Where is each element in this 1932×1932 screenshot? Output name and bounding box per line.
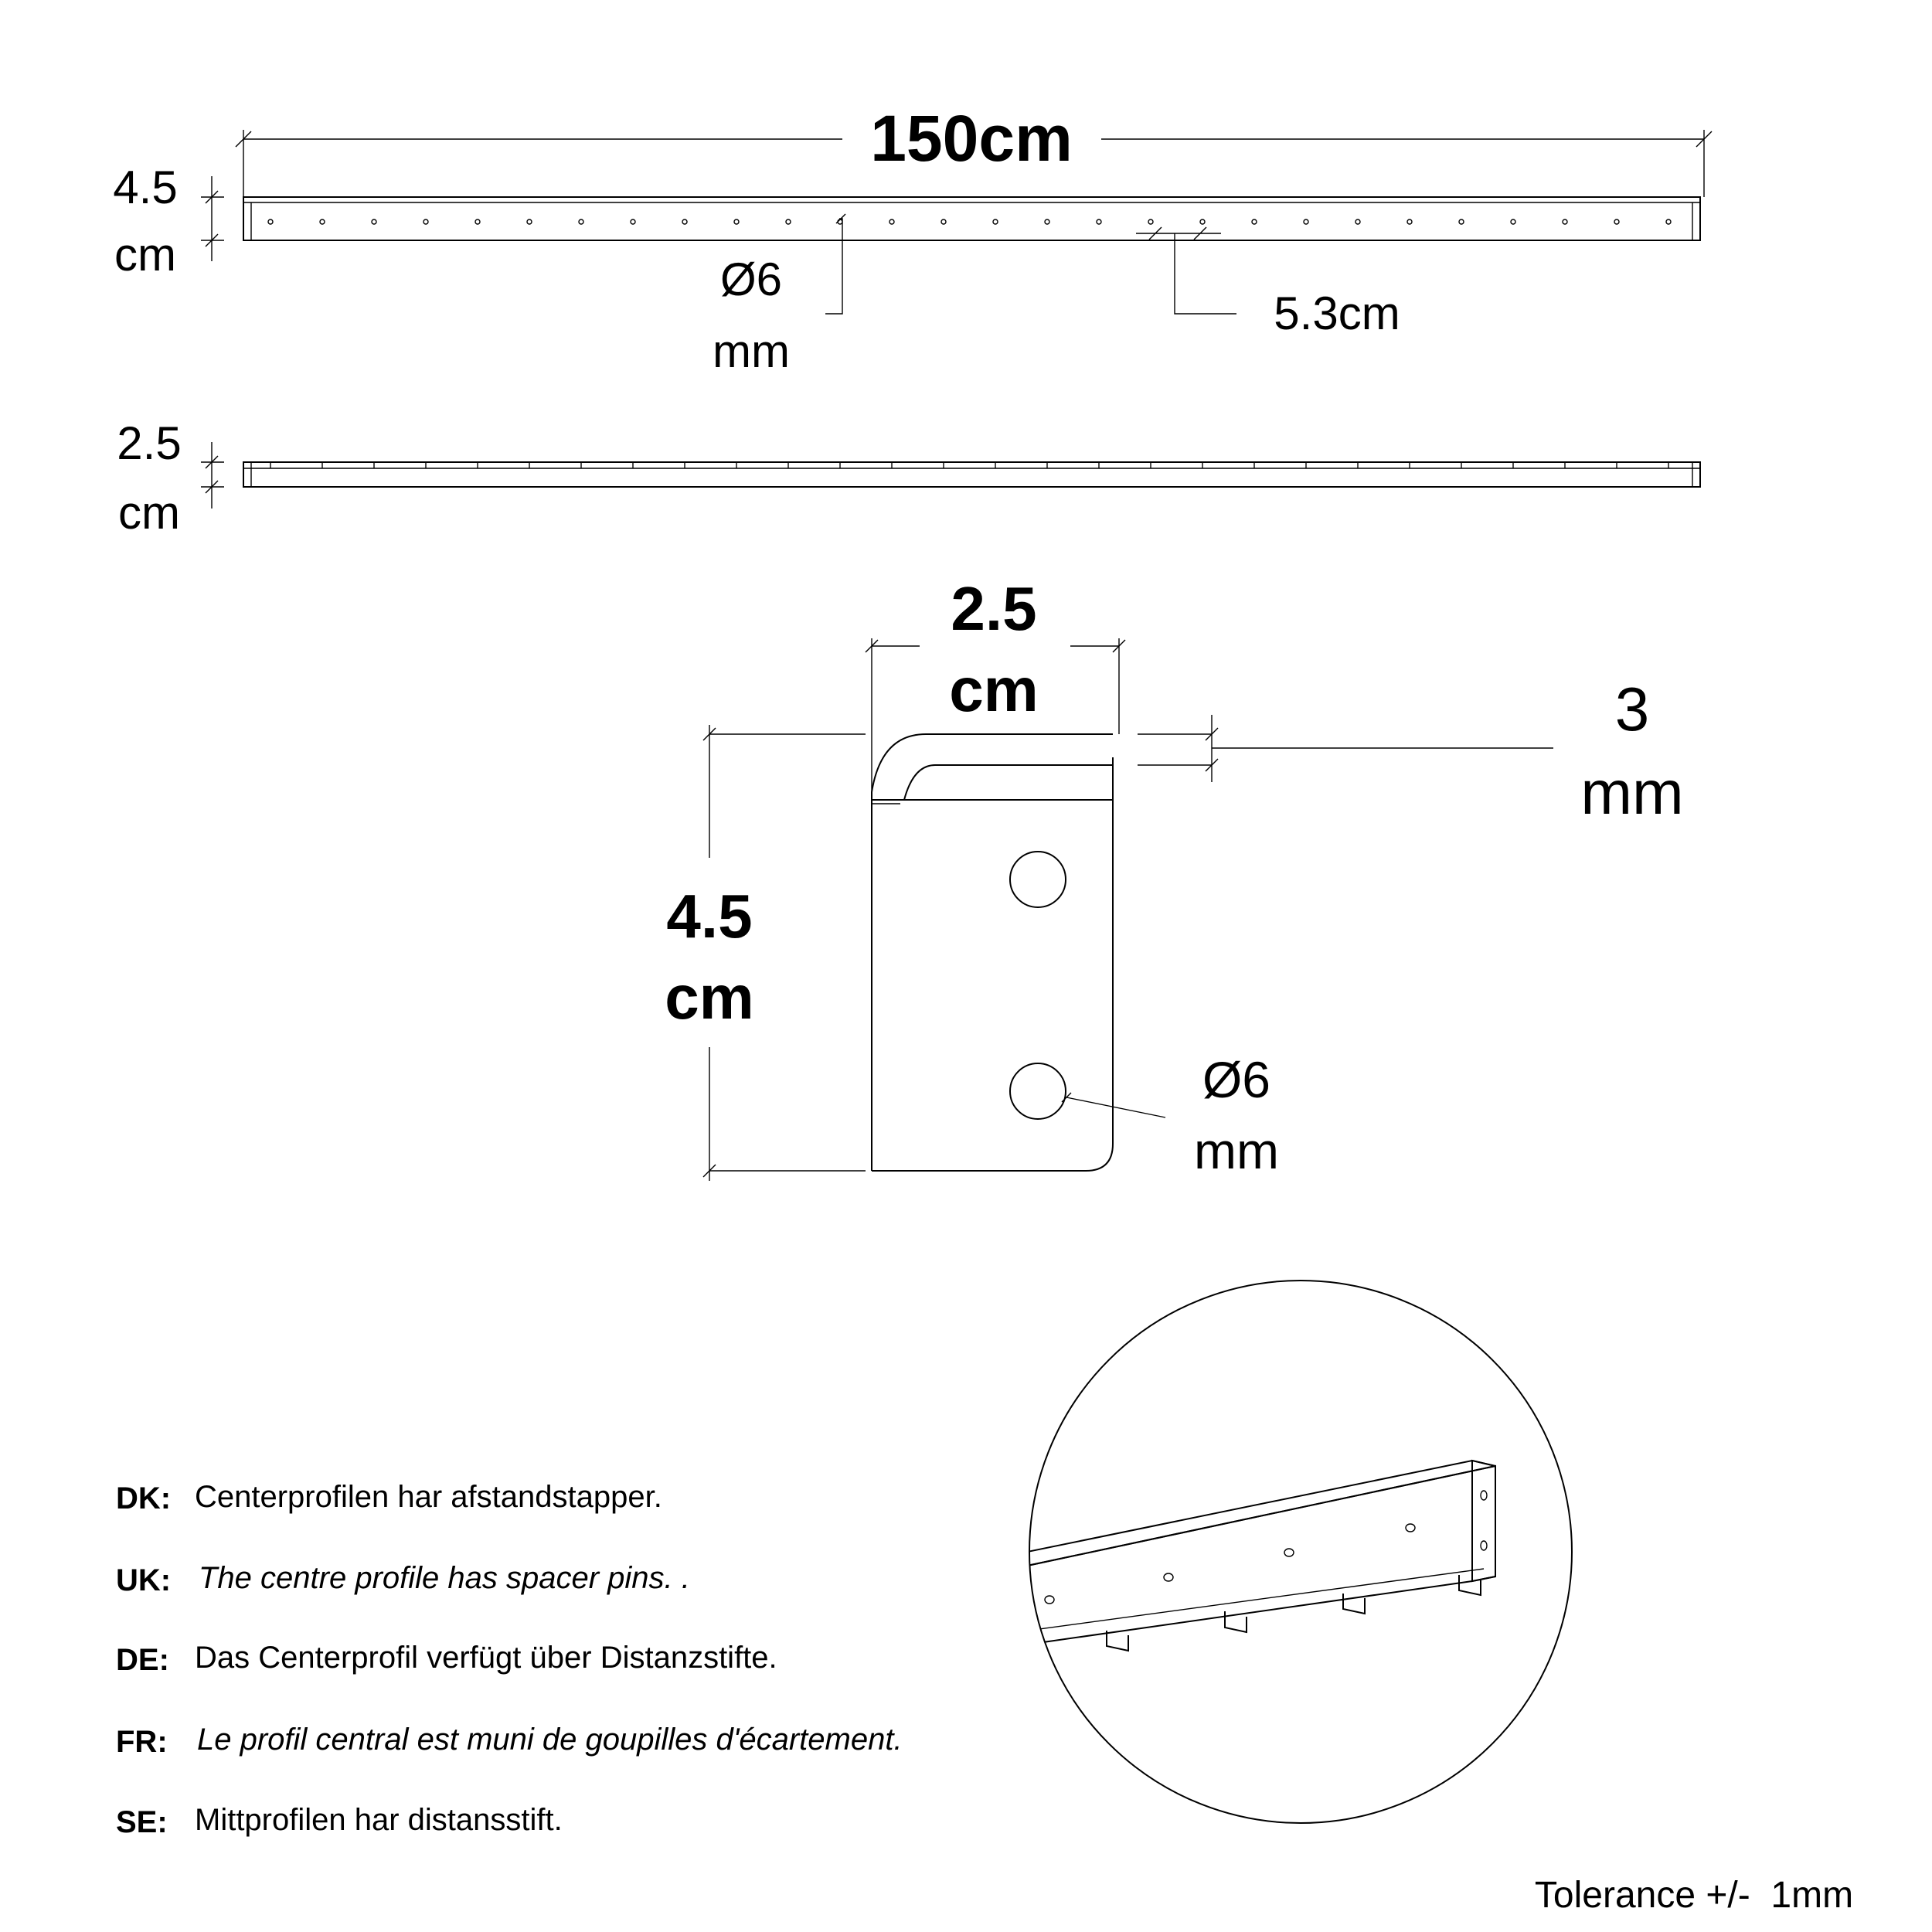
profile-hole (1097, 219, 1101, 224)
top-holes (268, 219, 1671, 224)
note-code-uk: UK: (116, 1563, 172, 1597)
profile-hole (372, 219, 376, 224)
profile-hole (1252, 219, 1257, 224)
note-text-dk: Centerprofilen har afstandstapper. (195, 1480, 662, 1514)
profile-hole (527, 219, 532, 224)
profile-hole (1614, 219, 1619, 224)
top-height-unit: cm (114, 229, 176, 281)
section-hole-lower (1010, 1063, 1066, 1119)
note-code-de: DE: (116, 1643, 169, 1677)
section-height-unit: cm (665, 963, 754, 1032)
note-text-se: Mittprofilen har distansstift. (195, 1803, 563, 1837)
profile-hole (889, 219, 894, 224)
profile-hole (786, 219, 791, 224)
section-hole-dia-unit: mm (1194, 1122, 1279, 1179)
profile-hole (1511, 219, 1515, 224)
profile-hole (475, 219, 480, 224)
length-label: 150cm (870, 102, 1073, 175)
section-width-unit: cm (949, 655, 1039, 724)
side-profile (243, 462, 1700, 487)
profile-hole (1459, 219, 1464, 224)
note-text-fr: Le profil central est muni de goupilles d'écartement. (197, 1723, 903, 1757)
profile-hole (1148, 219, 1153, 224)
detail-circle (1029, 1281, 1572, 1823)
profile-hole (1355, 219, 1360, 224)
profile-hole (993, 219, 998, 224)
profile-hole (268, 219, 273, 224)
thickness-value: 3 (1614, 675, 1650, 743)
profile-hole (423, 219, 428, 224)
section-hole-upper (1010, 852, 1066, 907)
note-code-fr: FR: (116, 1725, 168, 1759)
profile-hole (1200, 219, 1205, 224)
top-hole-dia-unit: mm (713, 325, 790, 377)
side-view (117, 417, 1700, 539)
side-height-value: 2.5 (117, 417, 182, 469)
section-width-value: 2.5 (951, 574, 1037, 643)
note-code-se: SE: (116, 1805, 168, 1839)
section-hole-dia-value: Ø6 (1202, 1051, 1271, 1108)
profile-hole (941, 219, 946, 224)
profile-hole (1407, 219, 1412, 224)
profile-hole (579, 219, 583, 224)
notes (116, 1480, 903, 1839)
tolerance-note: Tolerance +/- 1mm (1534, 1875, 1854, 1916)
section-view (665, 574, 1683, 1181)
profile-hole (1045, 219, 1049, 224)
profile-hole (631, 219, 635, 224)
profile-hole (682, 219, 687, 224)
profile-hole (734, 219, 739, 224)
side-height-unit: cm (118, 487, 180, 539)
note-code-dk: DK: (116, 1481, 172, 1515)
top-hole-dia-value: Ø6 (719, 253, 783, 305)
detail-view (1020, 1281, 1572, 1823)
profile-hole (1563, 219, 1567, 224)
section-height-value: 4.5 (666, 882, 753, 951)
note-text-uk: The centre profile has spacer pins. . (199, 1561, 690, 1595)
side-pin-marks (270, 462, 1668, 468)
note-text-de: Das Centerprofil verfügt über Distanzstifte. (195, 1641, 777, 1675)
thickness-unit: mm (1580, 758, 1684, 827)
profile-hole (1666, 219, 1671, 224)
top-height-value: 4.5 (113, 162, 178, 213)
hole-spacing-label: 5.3cm (1274, 287, 1400, 339)
section-profile (872, 734, 1113, 1171)
top-profile (243, 197, 1700, 240)
top-view (113, 102, 1712, 377)
profile-hole (1304, 219, 1308, 224)
profile-hole (320, 219, 325, 224)
